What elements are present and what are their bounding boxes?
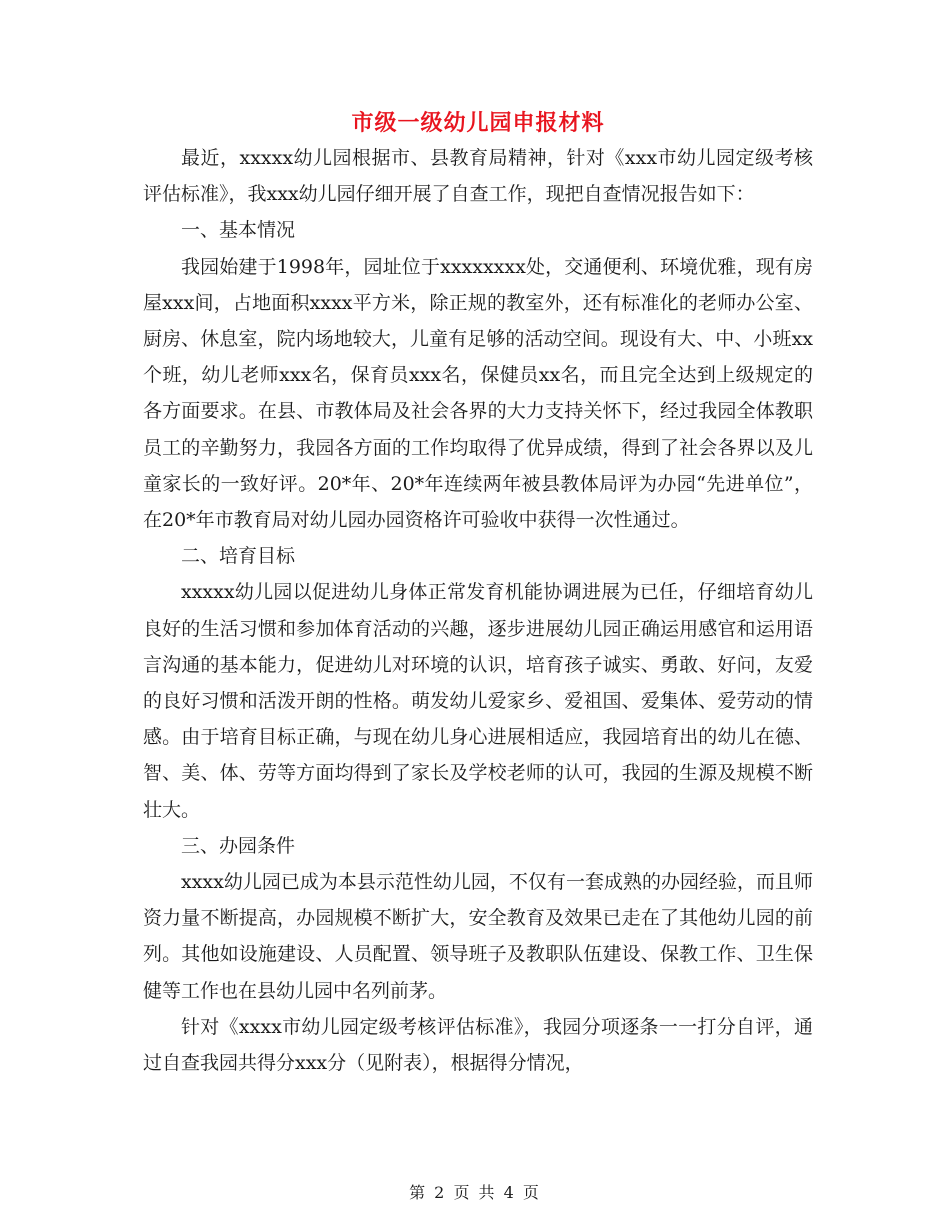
paragraph-goals: xxxxx幼儿园以促进幼儿身体正常发育机能协调进展为已任，仔细培育幼儿良好的生活习惯和参加体育活动的兴趣，逐步进展幼儿园正确运用感官和运用语言沟通的基本能力，促进幼儿对环境的认识，培育孩子诚实、勇敢、好问，友爱的良好习惯和活泼开朗的性格。萌发幼儿爱家乡、爱祖国、爱集体、爱劳动的情感。由于培育目标正确，与现在幼儿身心进展相适应，我园培育出的幼儿在德、智、美、体、劳等方面均得到了家长及学校老师的认可，我园的生源及规模不断壮大。 bbox=[143, 581, 813, 821]
document-page bbox=[143, 108, 813, 1081]
section-heading-basic-info: 一、基本情况 bbox=[181, 219, 296, 242]
paragraph-basic-info: 我园始建于1998年，园址位于xxxxxxxx处，交通便利、环境优雅，现有房屋xxx间，占地面积xxxx平方米，除正规的教室外，还有标准化的老师办公室、厨房、休息室，院内场地较大，儿童有足够的活动空间。现设有大、中、小班xx个班，幼儿老师xxx名，保育员xxx名，保健员xx名，而且完全达到上级规定的各方面要求。在县、市教体局及社会各界的大力支持关怀下，经过我园全体教职员工的辛勤努力，我园各方面的工作均取得了优异成绩，得到了社会各界以及儿童家长的一致好评。20*年、20*年连续两年被县教体局评为办园“先进单位”，在20*年市教育局对幼儿园办园资格许可验收中获得一次性通过。 bbox=[143, 255, 813, 532]
page-footer: 第 2 页 共 4 页 bbox=[409, 1183, 541, 1202]
paragraph-self-evaluation: 针对《xxxx市幼儿园定级考核评估标准》，我园分项逐条一一打分自评，通过自查我园共得分xxx分（见附表），根据得分情况， bbox=[143, 1015, 813, 1075]
paragraph-conditions: xxxx幼儿园已成为本县示范性幼儿园，不仅有一套成熟的办园经验，而且师资力量不断提高，办园规模不断扩大，安全教育及效果已走在了其他幼儿园的前列。其他如设施建设、人员配置、领导班子及教职队伍建设、保教工作、卫生保健等工作也在县幼儿园中名列前茅。 bbox=[143, 871, 813, 1002]
section-heading-goals: 二、培育目标 bbox=[181, 545, 296, 568]
paragraph-intro: 最近，xxxxx幼儿园根据市、县教育局精神，针对《xxx市幼儿园定级考核评估标准》，我xxx幼儿园仔细开展了自查工作，现把自查情况报告如下： bbox=[143, 147, 813, 206]
document-title: 市级一级幼儿园申报材料 bbox=[351, 110, 605, 136]
section-heading-conditions: 三、办园条件 bbox=[181, 834, 296, 857]
